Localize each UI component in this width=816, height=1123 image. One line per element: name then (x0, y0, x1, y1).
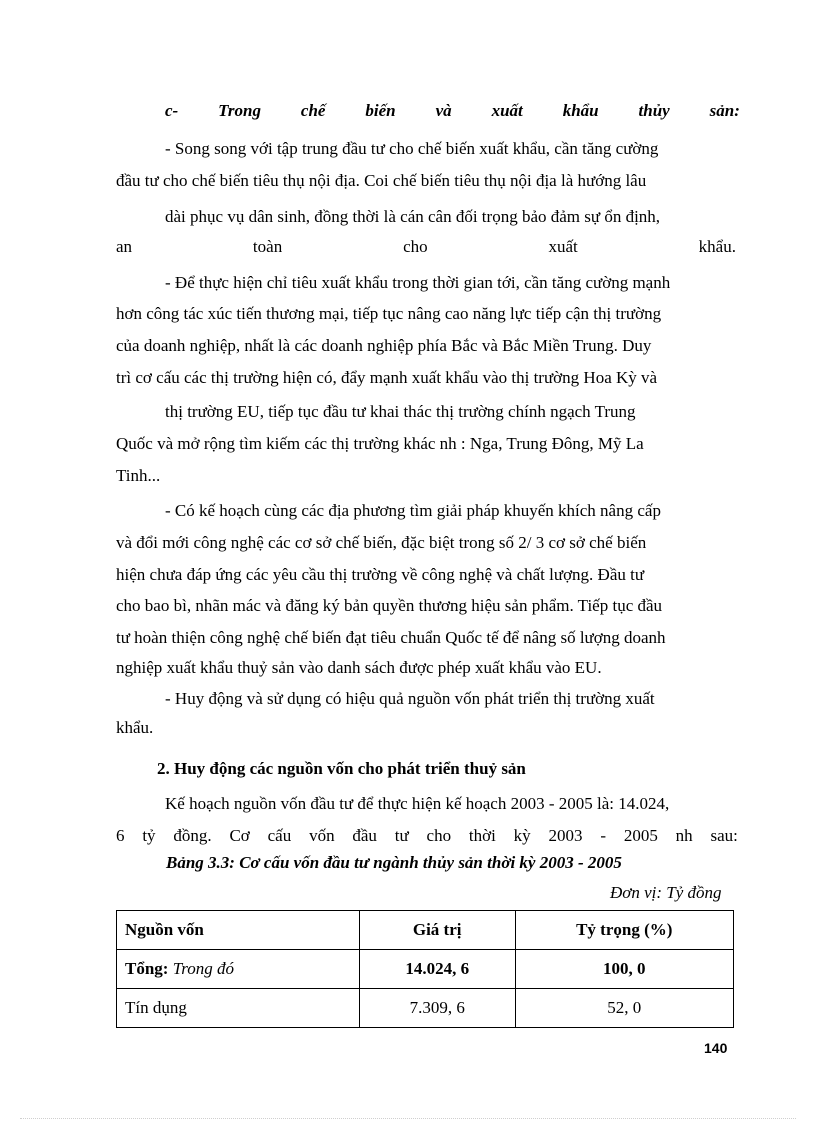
word: 2005 (623, 826, 658, 845)
subsection-heading-c (165, 100, 740, 122)
total-note: Trong đó (172, 959, 234, 978)
paragraph-line: Quốc và mở rộng tìm kiếm các thị trường khác nh : Nga, Trung Đông, Mỹ La (116, 434, 644, 453)
word: sau: (710, 826, 738, 845)
word: Cơ (229, 826, 250, 845)
paragraph-line: - Huy động và sử dụng có hiệu quả nguồn vốn phát triển thị trường xuất (165, 689, 655, 708)
paragraph-line: đầu tư cho chế biến tiêu thụ nội địa. Coi chế biến tiêu thụ nội địa là hướng lâu (116, 171, 647, 190)
paragraph-line: nghiệp xuất khẩu thuỷ sản vào danh sách được phép xuất khẩu vào EU. (116, 658, 602, 677)
paragraph-line: Tinh... (116, 466, 161, 485)
table-cell: Tín dụng (117, 989, 360, 1028)
table-cell: 100, 0 (515, 950, 733, 989)
heading-word: chế (300, 101, 326, 120)
word: tỷ (142, 826, 156, 845)
paragraph-line: cho bao bì, nhãn mác và đăng ký bản quyền thương hiệu sản phẩm. Tiếp tục đầu (116, 596, 663, 615)
table-cell: 14.024, 6 (359, 950, 515, 989)
word: cho (426, 826, 452, 845)
paragraph-line: dài phục vụ dân sinh, đồng thời là cán cân đối trọng bảo đảm sự ổn định, (165, 207, 661, 226)
word: thời (468, 826, 496, 845)
word: xuất (548, 237, 578, 256)
heading-word: sản: (709, 101, 740, 120)
paragraph-line: hiện chưa đáp ứng các yêu cầu thị trường về công nghệ và chất lượng. Đầu tư (116, 565, 645, 584)
paragraph-line: - Có kế hoạch cùng các địa phương tìm giải pháp khuyến khích nâng cấp (165, 501, 661, 520)
table-row (117, 989, 734, 1028)
word: an (116, 237, 133, 256)
paragraph-line: trì cơ cấu các thị trường hiện có, đẩy mạnh xuất khẩu vào thị trường Hoa Kỳ và (116, 368, 658, 387)
word: cấu (267, 826, 292, 845)
word: 6 (116, 826, 125, 845)
page-number: 140 (704, 1040, 728, 1056)
header-cell: Nguồn vốn (117, 911, 360, 950)
paragraph-line: và đổi mới công nghệ các cơ sở chế biến, đặc biệt trong số 2/ 3 cơ sở chế biến (116, 533, 647, 552)
table-header-row (117, 911, 734, 950)
heading-word: biến (365, 101, 396, 120)
heading-word: và (435, 101, 452, 120)
word: kỳ (513, 826, 531, 845)
heading-word: Trong (218, 101, 261, 120)
word: - (600, 826, 606, 845)
header-cell: Giá trị (359, 911, 515, 950)
word: nh (675, 826, 693, 845)
word: đầu (352, 826, 377, 845)
word: đồng. (173, 826, 212, 845)
paragraph-line: Kế hoạch nguồn vốn đầu tư để thực hiện kế hoạch 2003 - 2005 là: 14.024, (165, 794, 670, 813)
heading-word: xuất (491, 101, 523, 120)
justified-line (116, 825, 738, 847)
table-caption: Bảng 3.3: Cơ cấu vốn đầu tư ngành thủy sản thời kỳ 2003 - 2005 (166, 853, 622, 872)
word: cho (403, 237, 428, 256)
word: toàn (252, 237, 283, 256)
heading-word: thủy (638, 101, 670, 120)
word: vốn (309, 826, 335, 845)
table-cell: 52, 0 (515, 989, 733, 1028)
word: tư (394, 826, 409, 845)
justified-line (116, 236, 736, 258)
heading-word: c- (165, 101, 179, 120)
total-label-cell (117, 950, 360, 989)
table-cell: 7.309, 6 (359, 989, 515, 1028)
paragraph-line: hơn công tác xúc tiến thương mại, tiếp tục nâng cao năng lực tiếp cận thị trường (116, 304, 662, 323)
paragraph-line: - Song song với tập trung đầu tư cho chế biến xuất khẩu, cần tăng cường (165, 139, 659, 158)
paragraph-line: của doanh nghiệp, nhất là các doanh nghiệp phía Bắc và Bắc Miền Trung. Duy (116, 336, 652, 355)
page-divider (20, 1118, 796, 1119)
total-label: Tổng: (125, 959, 169, 978)
table-row (117, 950, 734, 989)
paragraph-line: - Để thực hiện chỉ tiêu xuất khẩu trong thời gian tới, cần tăng cường mạnh (165, 273, 671, 292)
paragraph-line: khẩu. (116, 718, 154, 737)
word: 2003 (548, 826, 583, 845)
paragraph-line: thị trường EU, tiếp tục đầu tư khai thác thị trường chính ngạch Trung (165, 402, 636, 421)
section-heading: 2. Huy động các nguồn vốn cho phát triển thuỷ sản (157, 759, 526, 778)
investment-structure-table (116, 910, 734, 1028)
heading-word: khẩu (562, 101, 599, 120)
word: khẩu. (698, 237, 736, 256)
paragraph-line: tư hoàn thiện công nghệ chế biến đạt tiêu chuẩn Quốc tế để nâng số lượng doanh (116, 628, 666, 647)
unit-label: Đơn vị: Tỷ đồng (610, 883, 722, 902)
header-cell: Tỷ trọng (%) (515, 911, 733, 950)
